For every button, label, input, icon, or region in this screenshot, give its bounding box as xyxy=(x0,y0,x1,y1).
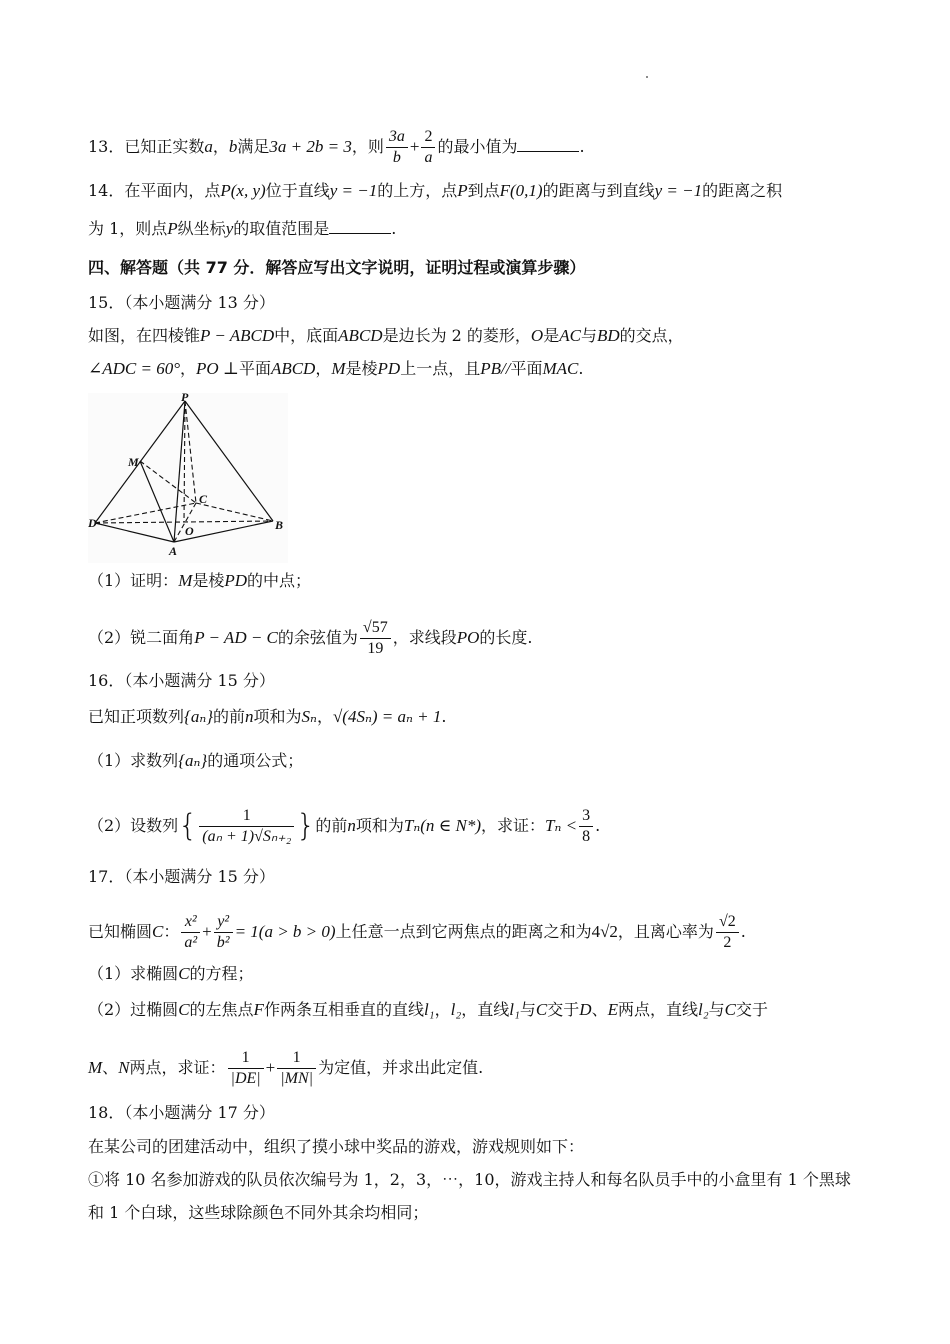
label-D: D xyxy=(88,516,97,530)
q17-p2-m7: l₂ xyxy=(450,1000,462,1019)
q13-fraction-1 xyxy=(386,127,408,168)
q14-text-h: 纵坐标 xyxy=(177,219,226,238)
q16-l1-d: ， xyxy=(316,707,333,726)
q17-p2-t0: （2）过椭圆 xyxy=(88,1000,179,1019)
q17-p1-t0: （1）求椭圆 xyxy=(88,964,179,983)
q16-seq: {aₙ} xyxy=(184,707,214,726)
q15-l2-t7: 是棱 xyxy=(345,359,378,378)
q17-p2-t16: 两点，直线 xyxy=(617,1000,698,1019)
q14-text-e: 的距离与到直线 xyxy=(542,181,655,200)
q15-l2-t5: ， xyxy=(315,359,332,378)
q13-frac1-den: b xyxy=(392,149,401,166)
q15-p2-c: ，求线段 xyxy=(392,628,457,647)
q14-line-eq2: y = −1 xyxy=(654,181,703,200)
scan-dot xyxy=(646,76,648,78)
q17-x-fraction xyxy=(181,912,200,953)
q15-l1-m9: BD xyxy=(596,326,620,345)
q15-l2-m0: ∠ADC = 60° xyxy=(88,359,181,378)
q17-p2-t10: 与 xyxy=(519,1000,536,1019)
q17-p2-m17: l₂ xyxy=(697,1000,709,1019)
q17-e-den: 2 xyxy=(723,934,732,951)
q16-p1-b: 的通项公式； xyxy=(207,751,304,770)
q16-p2-end: . xyxy=(595,816,601,835)
q15-l1-t2: 中，底面 xyxy=(274,326,339,345)
q17-f2-num: 1 xyxy=(277,1048,316,1069)
q15-part-1 xyxy=(88,570,311,592)
q17-b2: b² xyxy=(216,934,230,951)
q17-e-num: √2 xyxy=(716,912,739,933)
q16-p2-b: 的前 xyxy=(315,816,348,835)
q14-P2: P xyxy=(167,219,178,238)
q16-l1-b: 的前 xyxy=(213,707,246,726)
q14-point: P(x, y) xyxy=(220,181,266,200)
q13-frac2-den: a xyxy=(424,149,433,166)
q14-P: P xyxy=(457,181,468,200)
q16-Sn: Sₙ xyxy=(301,707,317,726)
q17-part-2-line-2: M、N两点，求证： $\frac{1}{|DE|}$ + $\frac{1}{|MN|}$ 为定值，并求出此定值. xyxy=(88,1049,484,1087)
q15-l2-t9: 上一点，且 xyxy=(400,359,481,378)
q15-p1-t4: 的中点； xyxy=(247,571,312,590)
q13-suffix: 的最小值为 xyxy=(437,137,518,156)
q13-mid1: 满足 xyxy=(237,137,270,156)
question-14-line-2 xyxy=(88,218,396,240)
q16-p2-fnum: 3 xyxy=(579,806,593,827)
q17-p2-t18: 与 xyxy=(708,1000,725,1019)
q15-l2-m10: PB// xyxy=(480,359,511,378)
q17-l1-b: ： xyxy=(163,922,180,941)
q16-p1-a: （1）求数列 xyxy=(88,751,179,770)
q17-p2-m11: C xyxy=(535,1000,548,1019)
label-P: P xyxy=(181,393,189,404)
q18-line-3: 和 1 个白球，这些球除颜色不同外其余均相同； xyxy=(88,1203,429,1222)
q15-p2-den: 19 xyxy=(367,640,384,657)
q17-y-fraction xyxy=(214,912,233,953)
q17-p2-t12: 交于 xyxy=(547,1000,580,1019)
q14-end: . xyxy=(391,219,397,238)
q15-p2-b: 的余弦值为 xyxy=(277,628,358,647)
q16-line-1 xyxy=(88,706,446,728)
q15-l2-t11: 平面 xyxy=(510,359,543,378)
section-4-heading: 四、解答题（共 77 分．解答应写出文字说明，证明过程或演算步骤） xyxy=(88,258,586,277)
q16-p2-fraction xyxy=(199,806,294,847)
q14-text-a: 14．在平面内，点 xyxy=(88,181,221,200)
q15-l1-t4: 是边长为 2 的菱形， xyxy=(382,326,531,345)
q17-p2-t20: 交于 xyxy=(735,1000,768,1019)
q17-p2-t8: ，直线 xyxy=(461,1000,510,1019)
q15-l2-t13: . xyxy=(578,359,584,378)
q14-line-eq: y = −1 xyxy=(329,181,378,200)
q13-condition: 3a + 2b = 3 xyxy=(269,137,352,156)
q17-p2-m13: D xyxy=(579,1000,592,1019)
question-13 xyxy=(88,127,585,168)
label-A: A xyxy=(169,544,178,558)
q13-frac2-num: 2 xyxy=(421,127,435,148)
q17-p2-prove: 两点，求证： xyxy=(129,1058,226,1077)
q16-l1-c: 项和为 xyxy=(253,707,302,726)
q13-var-b: b xyxy=(228,137,238,156)
q15-l1-t10: 的交点， xyxy=(619,326,684,345)
q17-y2: y² xyxy=(214,912,233,933)
q16-part-1 xyxy=(88,750,303,772)
q16-eq: √(4Sₙ) = aₙ + 1 xyxy=(332,707,442,726)
q13-end: . xyxy=(579,137,585,156)
q16-n: n xyxy=(245,707,254,726)
q16-l1-e: . xyxy=(441,707,447,726)
q16-l1-a: 已知正项数列 xyxy=(88,707,185,726)
q17-eccentricity xyxy=(716,912,739,953)
q14-text-i: 的取值范围是 xyxy=(233,219,330,238)
q15-l1-t0: 如图，在四棱锥 xyxy=(88,326,201,345)
q15-p2-d: 的长度. xyxy=(479,628,533,647)
q17-p2-m15: E xyxy=(607,1000,618,1019)
q15-l1-t6: 是 xyxy=(543,326,560,345)
q15-l1-m7: AC xyxy=(559,326,581,345)
q17-p2-M: M xyxy=(88,1058,103,1077)
q13-prefix: 13．已知正实数 xyxy=(88,137,205,156)
q15-header: 15．（本小题满分 13 分） xyxy=(88,293,275,312)
q17-p2-t6: ， xyxy=(434,1000,451,1019)
right-brace-icon: } xyxy=(296,808,316,844)
q13-answer-blank[interactable] xyxy=(517,137,579,152)
q17-l1-e: . xyxy=(740,922,746,941)
q16-p2-a: （2）设数列 xyxy=(88,816,179,835)
q17-p2-t14: 、 xyxy=(591,1000,608,1019)
q15-l2-m8: PD xyxy=(377,359,401,378)
q15-p2-seg: PO xyxy=(456,628,480,647)
q17-part-2-line-1 xyxy=(88,999,768,1021)
q15-p2-fraction xyxy=(360,618,391,659)
q17-f2-den: |MN| xyxy=(280,1070,314,1087)
q15-part-2 xyxy=(88,618,532,659)
q16-part-2 xyxy=(88,806,600,847)
label-B: B xyxy=(275,518,284,532)
q16-p2-cond: (n ∈ N*) xyxy=(420,816,482,835)
q16-p2-den: (aₙ + 1)√Sₙ₊₂ xyxy=(202,828,292,845)
q16-p2-ineq: Tₙ < xyxy=(545,816,578,835)
q13-fraction-2 xyxy=(421,127,435,168)
q17-l1-a: 已知椭圆 xyxy=(88,922,153,941)
q17-p2-t4: 作两条互相垂直的直线 xyxy=(263,1000,424,1019)
q15-p2-num: √57 xyxy=(360,618,391,639)
q14-F: F(0,1) xyxy=(499,181,543,200)
q15-l2-t1: ， xyxy=(180,359,197,378)
q15-line-1 xyxy=(88,325,684,347)
q16-header: 16．（本小题满分 15 分） xyxy=(88,671,275,690)
q15-p1-m1: M xyxy=(178,571,193,590)
q17-p1-C: C xyxy=(178,964,190,983)
q15-l1-m1: P − ABCD xyxy=(200,326,275,345)
q17-p2-sep: 、 xyxy=(102,1058,119,1077)
q13-sep: ， xyxy=(212,137,229,156)
label-C: C xyxy=(199,492,208,506)
q17-C: C xyxy=(152,922,164,941)
q17-f1-num: 1 xyxy=(228,1048,264,1069)
q15-line-2 xyxy=(88,358,583,380)
q14-y: y xyxy=(225,219,234,238)
q15-l1-t8: 与 xyxy=(580,326,597,345)
q17-header: 17．（本小题满分 15 分） xyxy=(88,867,275,886)
q16-p1-seq: {aₙ} xyxy=(178,751,208,770)
q14-answer-blank[interactable] xyxy=(329,219,391,234)
question-14-line-1 xyxy=(88,180,782,202)
q15-l1-m3: ABCD xyxy=(338,326,383,345)
q13-plus: + xyxy=(409,137,420,156)
q17-frac-DE xyxy=(228,1048,264,1089)
left-brace-icon: { xyxy=(178,808,198,844)
q14-text-f: 的距离之积 xyxy=(702,181,783,200)
q15-p1-t2: 是棱 xyxy=(192,571,225,590)
q17-p2-m19: C xyxy=(724,1000,736,1019)
q15-l1-m5: O xyxy=(530,326,544,345)
q17-part-1 xyxy=(88,963,254,985)
q16-p2-num: 1 xyxy=(199,806,294,827)
q17-p2-N: N xyxy=(118,1058,130,1077)
label-O: O xyxy=(185,524,194,538)
q17-p2-m1: C xyxy=(178,1000,190,1019)
q18-line-1: 在某公司的团建活动中，组织了摸小球中奖品的游戏，游戏规则如下： xyxy=(88,1137,585,1156)
q17-p2-m3: F xyxy=(253,1000,264,1019)
q13-frac1-num: 3a xyxy=(386,127,408,148)
q13-mid2: ，则 xyxy=(351,137,384,156)
q17-p2-tail: 为定值，并求出此定值. xyxy=(318,1058,484,1077)
q15-p2-a: （2）锐二面角 xyxy=(88,628,195,647)
q16-p2-T: Tₙ xyxy=(403,816,421,835)
q14-text-g: 为 1，则点 xyxy=(88,219,168,238)
q16-p2-c: 项和为 xyxy=(355,816,404,835)
q16-p2-d: ，求证： xyxy=(481,816,546,835)
q14-text-d: 到点 xyxy=(467,181,500,200)
q15-l2-t3: 平面 xyxy=(238,359,271,378)
q17-eq-tail: = 1(a > b > 0) xyxy=(234,922,336,941)
q18-header: 18．（本小题满分 17 分） xyxy=(88,1103,275,1122)
q15-p1-m3: PD xyxy=(224,571,248,590)
q15-l2-m6: M xyxy=(331,359,346,378)
q18-line-2: ①将 10 名参加游戏的队员依次编号为 1，2，3，⋯，10，游戏主持人和每名队员手中的小盒里有 1 个黑球 xyxy=(88,1170,851,1189)
q15-l2-m4: ABCD xyxy=(270,359,316,378)
q17-l1-c: 上任意一点到它两焦点的距离之和为 xyxy=(335,922,592,941)
q17-sum: 4√2 xyxy=(591,922,618,941)
q17-p2-t2: 的左焦点 xyxy=(189,1000,254,1019)
q15-l2-m12: MAC xyxy=(542,359,579,378)
q17-l1-d: ，且离心率为 xyxy=(617,922,714,941)
q17-p2-m9: l₁ xyxy=(509,1000,520,1019)
q17-a2: a² xyxy=(184,934,198,951)
q15-p1-t0: （1）证明： xyxy=(88,571,179,590)
pyramid-figure xyxy=(88,393,288,563)
q14-text-c: 的上方，点 xyxy=(377,181,458,200)
q16-p2-n: n xyxy=(347,816,356,835)
q17-p2-m5: l₁ xyxy=(423,1000,435,1019)
q15-l2-m2: PO ⊥ xyxy=(196,359,239,378)
q17-line-1: 已知椭圆C： $\frac{\text{x²}}{\text{a²}}$ + $\frac{\text{y²}}{\text{b²}}$ = 1(a > b > 0)上任意一点到它两焦点的距离之和为4√2，且离心率为 $\frac{√2}{2}$ . xyxy=(88,913,746,951)
label-M: M xyxy=(128,455,139,469)
q16-p2-fden: 8 xyxy=(582,828,591,845)
q13-var-a: a xyxy=(204,137,213,156)
q14-text-b: 位于直线 xyxy=(265,181,330,200)
q15-p2-angle: P − AD − C xyxy=(194,628,278,647)
q17-x2: x² xyxy=(181,912,200,933)
q17-frac-MN xyxy=(277,1048,316,1089)
q17-p1-t2: 的方程； xyxy=(189,964,254,983)
q17-f1-den: |DE| xyxy=(230,1070,261,1087)
q16-p2-bound xyxy=(579,806,593,847)
